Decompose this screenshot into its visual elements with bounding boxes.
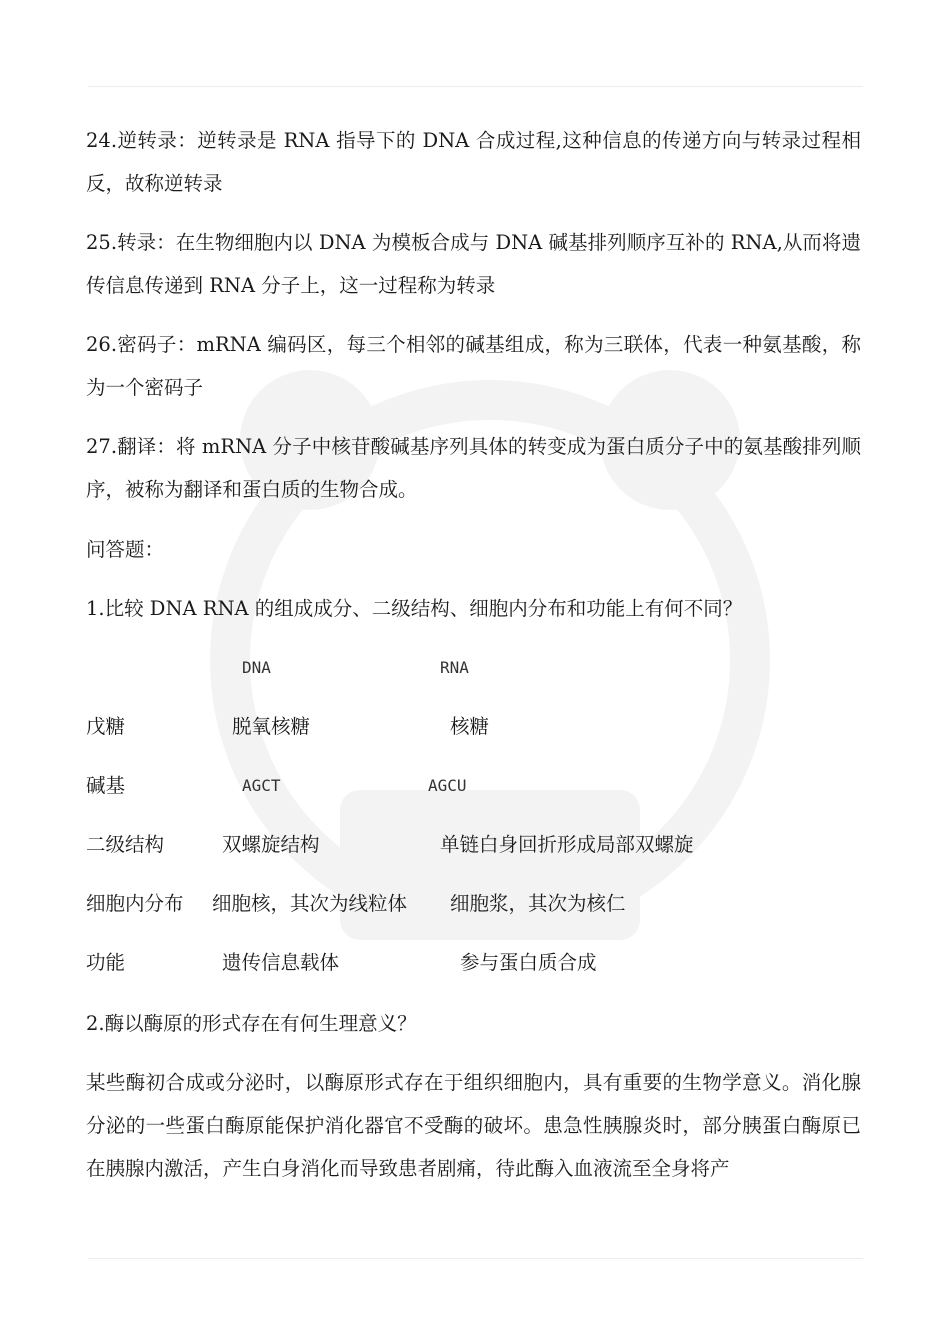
definition-24: 24.逆转录：逆转录是 RNA 指导下的 DNA 合成过程,这种信息的传递方向与转录过程相反，故称逆转录	[86, 129, 861, 195]
definition-27: 27.翻译：将 mRNA 分子中核苷酸碱基序列具体的转变成为蛋白质分子中的氨基酸排列顺序，被称为翻译和蛋白质的生物合成。	[86, 435, 861, 501]
row-label-function: 功能	[86, 951, 126, 974]
cell-dna-function: 遗传信息载体	[222, 951, 340, 974]
cell-dna-pentose: 脱氧核糖	[232, 715, 311, 738]
definition-25: 25.转录：在生物细胞内以 DNA 为模板合成与 DNA 碱基排列顺序互补的 RNA,从而将遗传信息传递到 RNA 分子上，这一过程称为转录	[86, 231, 861, 297]
question-2: 2.酶以酶原的形式存在有何生理意义？	[86, 1012, 417, 1035]
cell-dna-distribution: 细胞核，其次为线粒体	[212, 892, 408, 915]
row-label-base: 碱基	[86, 774, 126, 797]
header-rule	[88, 86, 863, 87]
footer-rule	[88, 1258, 863, 1259]
cell-dna-structure: 双螺旋结构	[222, 833, 320, 856]
column-header-dna: DNA	[242, 658, 271, 677]
cell-rna-function: 参与蛋白质合成	[460, 951, 597, 974]
definition-26: 26.密码子：mRNA 编码区，每三个相邻的碱基组成，称为三联体，代表一种氨基酸，称为一个密码子	[86, 333, 861, 399]
column-header-rna: RNA	[440, 658, 469, 677]
cell-dna-base: AGCT	[242, 776, 281, 795]
question-1: 1.比较 DNA RNA 的组成成分、二级结构、细胞内分布和功能上有何不同？	[86, 597, 743, 620]
cell-rna-distribution: 细胞浆，其次为核仁	[450, 892, 626, 915]
row-label-structure: 二级结构	[86, 833, 165, 856]
answer-2: 某些酶初合成或分泌时，以酶原形式存在于组织细胞内，具有重要的生物学意义。消化腺分泌的一些蛋白酶原能保护消化器官不受酶的破坏。患急性胰腺炎时，部分胰蛋白酶原已在胰腺内激活，产生白身消化而导致患者剧痛，待此酶入血液流至全身将产	[86, 1071, 861, 1180]
row-label-pentose: 戊糖	[86, 715, 126, 738]
section-heading: 问答题：	[86, 538, 165, 561]
cell-rna-base: AGCU	[428, 776, 467, 795]
row-label-distribution: 细胞内分布	[86, 892, 184, 915]
cell-rna-structure: 单链白身回折形成局部双螺旋	[440, 833, 694, 856]
cell-rna-pentose: 核糖	[450, 715, 490, 738]
